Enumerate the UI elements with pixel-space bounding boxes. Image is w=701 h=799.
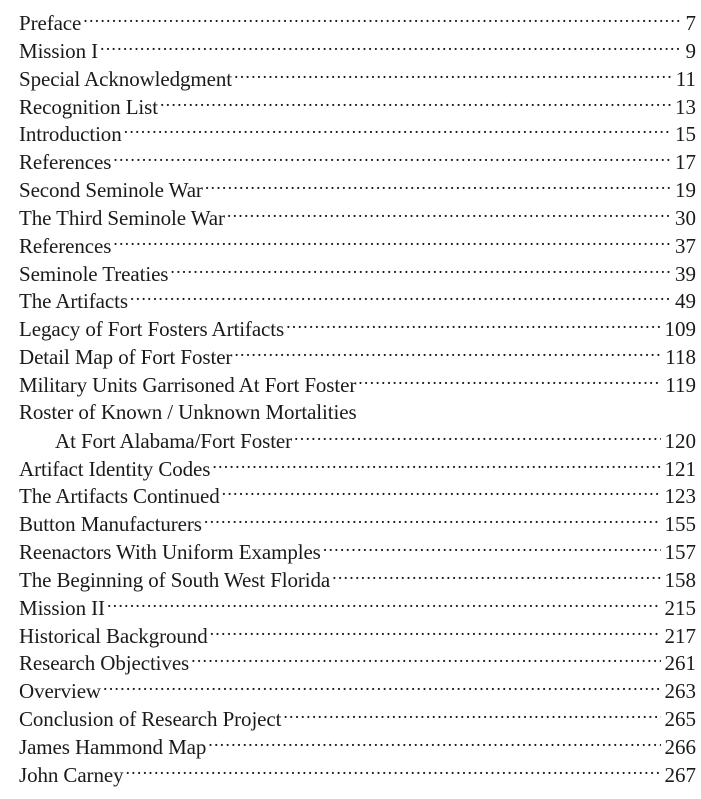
toc-entry-title: Button Manufacturers [19,512,202,537]
dot-leader [204,510,661,531]
toc-entry-title: Artifact Identity Codes [19,456,211,481]
toc-entry-title: Introduction [19,122,122,147]
toc-entry-page: 39 [675,261,696,286]
toc-entry-title: Reenactors With Uniform Examples [19,540,321,565]
dot-leader [125,761,660,782]
toc-entry-page: 17 [675,150,696,175]
toc-entry-title: References [19,150,112,175]
toc-entry-page: 118 [665,345,696,370]
toc-entry-page: 263 [664,679,696,704]
toc-entry-overview[interactable] [19,677,696,705]
table-of-contents [19,9,696,789]
toc-entry-mission-ii[interactable] [19,594,696,622]
toc-entry-the-artifacts-continued[interactable] [19,482,696,510]
dot-leader [130,287,671,308]
dot-leader [210,622,661,643]
toc-entry-second-seminole-war[interactable] [19,176,696,204]
toc-entry-page: 9 [685,38,696,63]
toc-entry-title: At Fort Alabama/Fort Foster [55,428,293,453]
toc-entry-title: The Artifacts [19,289,128,314]
toc-entry-roster-of-mortalities-continued[interactable] [19,427,696,455]
dot-leader [205,176,671,197]
dot-leader [170,260,671,281]
toc-entry-button-manufacturers[interactable] [19,510,696,538]
toc-entry-page: 7 [685,11,696,35]
dot-leader [294,427,660,448]
toc-entry-page: 265 [664,707,696,732]
dot-leader [83,9,681,30]
toc-entry-title: Mission II [19,595,105,620]
toc-entry-page: 155 [664,512,696,537]
toc-entry-recognition-list[interactable] [19,93,696,121]
toc-entry-title: Legacy of Fort Fosters Artifacts [19,317,285,342]
toc-entry-page: 121 [664,456,696,481]
toc-entry-title: Detail Map of Fort Foster [19,345,233,370]
toc-entry-special-acknowledgment[interactable] [19,65,696,93]
dot-leader [222,482,661,503]
toc-entry-historical-background[interactable] [19,622,696,650]
toc-entry-roster-of-mortalities[interactable] [19,399,696,427]
toc-entry-page: 120 [664,428,696,453]
toc-entry-title: Preface [19,11,82,35]
toc-entry-page: 123 [664,484,696,509]
toc-entry-title: The Beginning of South West Florida [19,567,331,592]
toc-entry-references-2[interactable] [19,232,696,260]
toc-entry-title: The Third Seminole War [19,205,225,230]
toc-entry-page: 19 [675,178,696,203]
toc-entry-beginning-of-south-west-florida[interactable] [19,566,696,594]
toc-entry-seminole-treaties[interactable] [19,260,696,288]
toc-entry-page: 49 [675,289,696,314]
toc-entry-title: Roster of Known / Unknown Mortalities [19,399,357,424]
toc-entry-title: Historical Background [19,623,208,648]
toc-entry-detail-map-of-fort-foster[interactable] [19,343,696,371]
dot-leader [234,343,661,364]
toc-entry-page: 267 [664,762,696,787]
dot-leader [113,148,671,169]
dot-leader [358,371,661,392]
toc-entry-title: Military Units Garrisoned At Fort Foster [19,372,357,397]
toc-entry-title: John Carney [19,762,124,787]
toc-entry-introduction[interactable] [19,120,696,148]
toc-entry-page: 109 [664,317,696,342]
dot-leader [103,677,660,698]
toc-entry-page: 215 [664,595,696,620]
toc-entry-third-seminole-war[interactable] [19,204,696,232]
dot-leader [124,120,671,141]
toc-entry-preface[interactable] [19,9,696,37]
toc-entry-title: References [19,233,112,258]
dot-leader [107,594,661,615]
toc-entry-artifact-identity-codes[interactable] [19,455,696,483]
toc-entry-mission-i[interactable] [19,37,696,65]
toc-entry-page: 30 [675,205,696,230]
toc-entry-the-artifacts[interactable] [19,287,696,315]
toc-entry-page: 261 [664,651,696,676]
toc-entry-page: 15 [675,122,696,147]
toc-entry-page: 119 [665,372,696,397]
toc-entry-military-units-garrisoned[interactable] [19,371,696,399]
toc-entry-title: The Artifacts Continued [19,484,220,509]
toc-entry-page: 37 [675,233,696,258]
toc-entry-title: Research Objectives [19,651,190,676]
toc-entry-john-carney[interactable] [19,761,696,789]
dot-leader [227,204,671,225]
dot-leader [286,315,660,336]
toc-entry-page: 157 [664,540,696,565]
toc-entry-title: Seminole Treaties [19,261,169,286]
toc-entry-page: 217 [664,623,696,648]
toc-entry-title: Special Acknowledgment [19,66,232,91]
toc-entry-title: Overview [19,679,102,704]
dot-leader [100,37,681,58]
toc-entry-legacy-of-fort-fosters-artifacts[interactable] [19,315,696,343]
toc-entry-references[interactable] [19,148,696,176]
toc-entry-page: 13 [675,94,696,119]
dot-leader [283,705,660,726]
toc-entry-title: Second Seminole War [19,178,203,203]
toc-entry-reenactors-with-uniform-examples[interactable] [19,538,696,566]
toc-entry-title: James Hammond Map [19,734,207,759]
toc-entry-research-objectives[interactable] [19,649,696,677]
toc-entry-page: 158 [664,567,696,592]
dot-leader [234,65,672,86]
toc-entry-title: Recognition List [19,94,158,119]
toc-entry-title: Conclusion of Research Project [19,707,282,732]
dot-leader [160,93,671,114]
toc-entry-page: 266 [664,734,696,759]
dot-leader [212,455,660,476]
dot-leader [332,566,660,587]
dot-leader [208,733,660,754]
toc-entry-page: 11 [675,66,696,91]
toc-entry-conclusion-of-research-project[interactable] [19,705,696,733]
toc-entry-title: Mission I [19,38,99,63]
dot-leader [191,649,660,670]
toc-entry-james-hammond-map[interactable] [19,733,696,761]
dot-leader [323,538,661,559]
dot-leader [113,232,671,253]
